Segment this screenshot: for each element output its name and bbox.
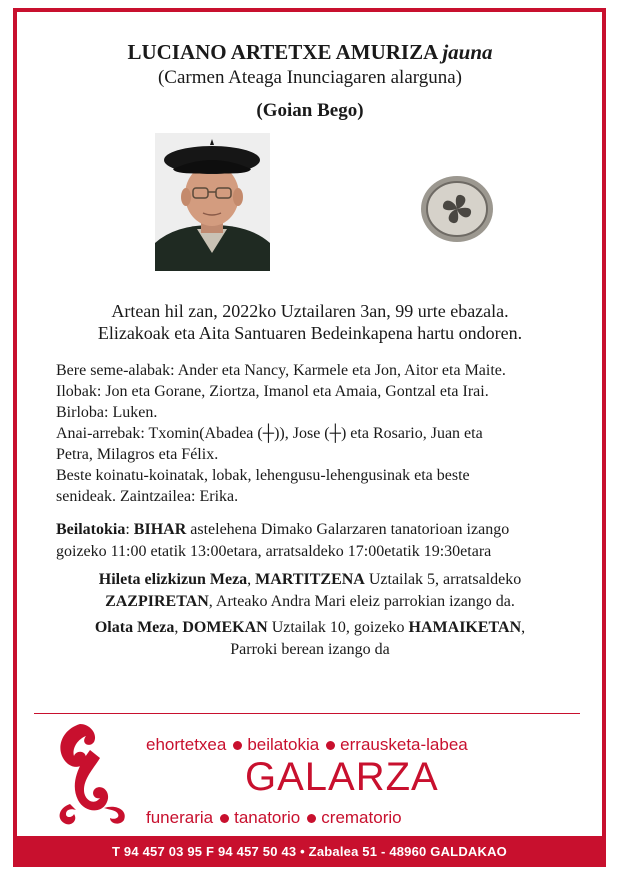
lauburu-medallion-icon xyxy=(417,173,497,245)
service-item: tanatorio xyxy=(234,808,301,827)
other-relatives-line-2: senideak. Zaintzailea: Erika. xyxy=(56,488,239,505)
children-line: Bere seme-alabak: Ander eta Nancy, Karmele eta Jon, Aitor eta Maite. xyxy=(56,362,506,379)
service-item: ehortetxea xyxy=(146,735,227,754)
service-item: errausketa-labea xyxy=(340,735,468,754)
rest-in-peace-line: (Goian Bego) xyxy=(256,100,364,121)
company-brand: GALARZA xyxy=(245,755,439,799)
relatives-list xyxy=(56,360,576,507)
widow-line: (Carmen Ateaga Inunciagaren alarguna) xyxy=(157,67,463,88)
portrait-photo xyxy=(155,133,270,271)
death-line-2: Elizakoak eta Aita Santuaren Bedeinkapena hartu ondoren. xyxy=(97,323,523,343)
service-item: beilatokia xyxy=(247,735,320,754)
cross-icon: ┼ xyxy=(262,425,275,442)
galarza-logo-icon xyxy=(50,720,132,826)
services-basque xyxy=(146,735,566,755)
service-item: funeraria xyxy=(146,808,214,827)
services-spanish xyxy=(146,808,566,828)
other-relatives-line-1: Beste koinatu-koinatak, lobak, lehengusu-lehengusinak eta beste xyxy=(56,467,470,484)
siblings-line: Anai-arrebak: Txomin(Abadea (┼)), Jose (┼) eta Rosario, Juan eta xyxy=(56,425,483,442)
siblings-line-2: Petra, Milagros eta Félix. xyxy=(56,446,219,463)
wake-info: Beilatokia: BIHAR astelehena Dimako Galarzaren tanatorioan izango goizeko 11:00 etatik 13:00etara, arratsaldeko 17:00etatik 19:30etara xyxy=(56,521,510,560)
death-notice xyxy=(0,300,620,344)
death-line-1: Artean hil zan, 2022ko Uztailaren 3an, 99 urte ebazala. xyxy=(111,301,509,321)
great-grandchildren-line: Birloba: Luken. xyxy=(56,404,158,421)
cross-icon: ┼ xyxy=(329,425,341,442)
contact-footer: T 94 457 03 95 F 94 457 50 43 • Zabalea 51 - 48960 GALDAKAO xyxy=(13,836,606,867)
bullet-icon xyxy=(233,741,242,750)
divider xyxy=(34,713,580,714)
bullet-icon xyxy=(220,814,229,823)
grandchildren-line: Ilobak: Jon eta Gorane, Ziortza, Imanol eta Amaia, Gontzal eta Irai. xyxy=(56,383,489,400)
bullet-icon xyxy=(307,814,316,823)
bullet-icon xyxy=(326,741,335,750)
funeral-mass-info: Hileta elizkizun Meza, MARTITZENA Uztailak 5, arratsaldeko ZAZPIRETAN, Arteako Andra Mari eleiz parrokian izango da. xyxy=(98,571,522,610)
olata-mass-info: Olata Meza, DOMEKAN Uztailak 10, goizeko HAMAIKETAN, Parroki berean izango da xyxy=(94,619,526,658)
service-item: crematorio xyxy=(321,808,402,827)
deceased-name: LUCIANO ARTETXE AMURIZA jauna xyxy=(127,40,493,64)
